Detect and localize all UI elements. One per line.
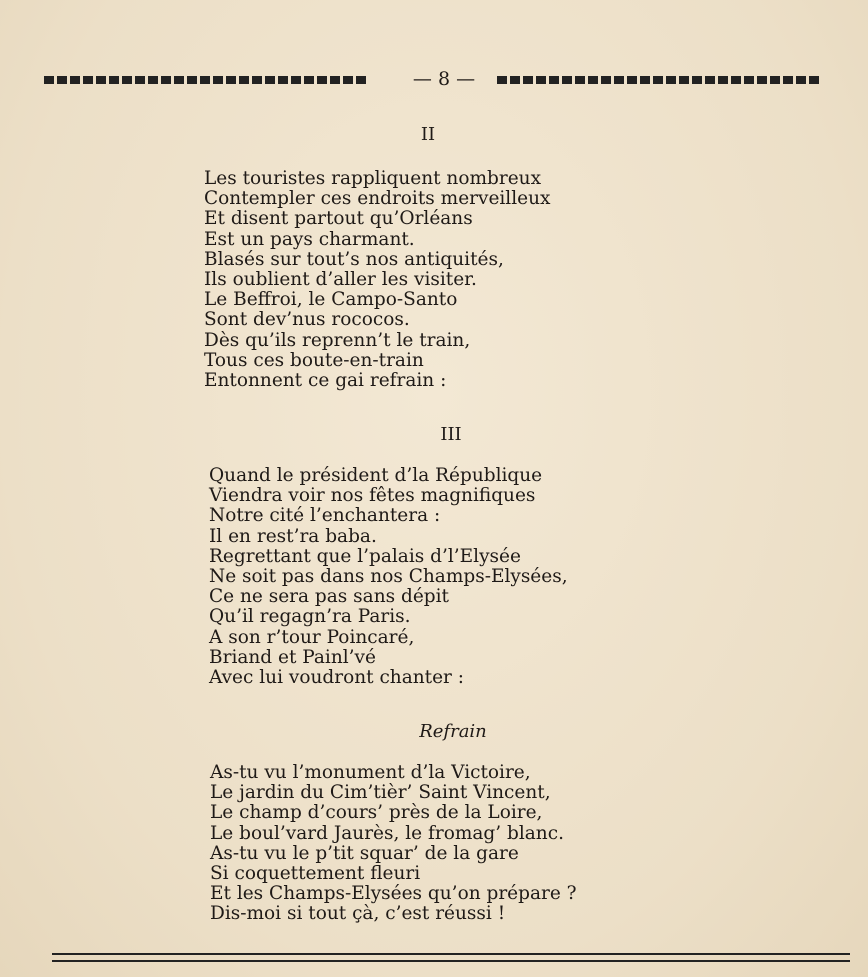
verse-line: Dès qu’ils reprenn’t le train, — [204, 329, 471, 351]
verse-line: Qu’il regagn’ra Paris. — [209, 606, 411, 628]
verse-line: Le boul’vard Jaurès, le fromag’ blanc. — [210, 822, 564, 844]
verse-line: Regrettant que l’palais d’l’Elysée — [209, 545, 521, 567]
verse-line: Avec lui voudront chanter : — [209, 667, 464, 689]
verse-line: Ce ne sera pas sans dépit — [209, 586, 449, 608]
verse-line: Notre cité l’enchantera : — [209, 505, 441, 527]
verse-line: Le jardin du Cim’tièr’ Saint Vincent, — [210, 782, 551, 804]
refrain — [210, 763, 577, 925]
stanza-heading-ii: II — [420, 124, 436, 145]
verse-line: As-tu vu le p’tit squar’ de la gare — [210, 842, 519, 864]
verse-line: Viendra voir nos fêtes magnifiques — [209, 485, 536, 507]
verse-line: Dis-moi si tout çà, c’est réussi ! — [210, 903, 506, 925]
verse-line: Entonnent ce gai refrain : — [204, 370, 447, 392]
verse-line: A son r’tour Poincaré, — [209, 626, 415, 648]
verse-line: Le Beffroi, le Campo-Santo — [204, 289, 458, 311]
verse-line: Les touristes rappliquent nombreux — [204, 168, 542, 189]
verse-line: Blasés sur tout’s nos antiquités, — [204, 248, 504, 270]
verse-line: Est un pays charmant. — [204, 228, 415, 250]
bottom-rule — [52, 960, 850, 962]
stanza-heading-iii: III — [440, 424, 462, 445]
verse-line: Contempler ces endroits merveilleux — [204, 188, 551, 210]
verse-line: Tous ces boute-en-train — [204, 349, 424, 371]
bottom-rule — [52, 953, 850, 955]
verse-line: Il en rest’ra baba. — [209, 525, 377, 547]
verse-line: Briand et Painl’vé — [209, 646, 376, 668]
verse-line: Et disent partout qu’Orléans — [204, 208, 473, 230]
page-number: — 8 — — [412, 68, 476, 90]
verse-line: Et les Champs-Elysées qu’on prépare ? — [210, 883, 577, 905]
header-ornament-right — [497, 73, 819, 87]
verse-line: Sont dev’nus rococos. — [204, 309, 410, 331]
refrain-heading: Refrain — [419, 721, 487, 742]
verse-line: Ne soit pas dans nos Champs-Elysées, — [209, 566, 568, 588]
verse-line: As-tu vu l’monument d’la Victoire, — [210, 762, 531, 783]
header-ornament-left — [44, 73, 366, 87]
verse-line: Le champ d’cours’ près de la Loire, — [210, 802, 543, 824]
stanza-ii — [204, 169, 550, 391]
verse-line: Ils oublient d’aller les visiter. — [204, 269, 477, 291]
verse-line: Si coquettement fleuri — [210, 863, 421, 885]
stanza-iii — [209, 466, 568, 688]
verse-line: Quand le président d’la République — [209, 465, 543, 486]
